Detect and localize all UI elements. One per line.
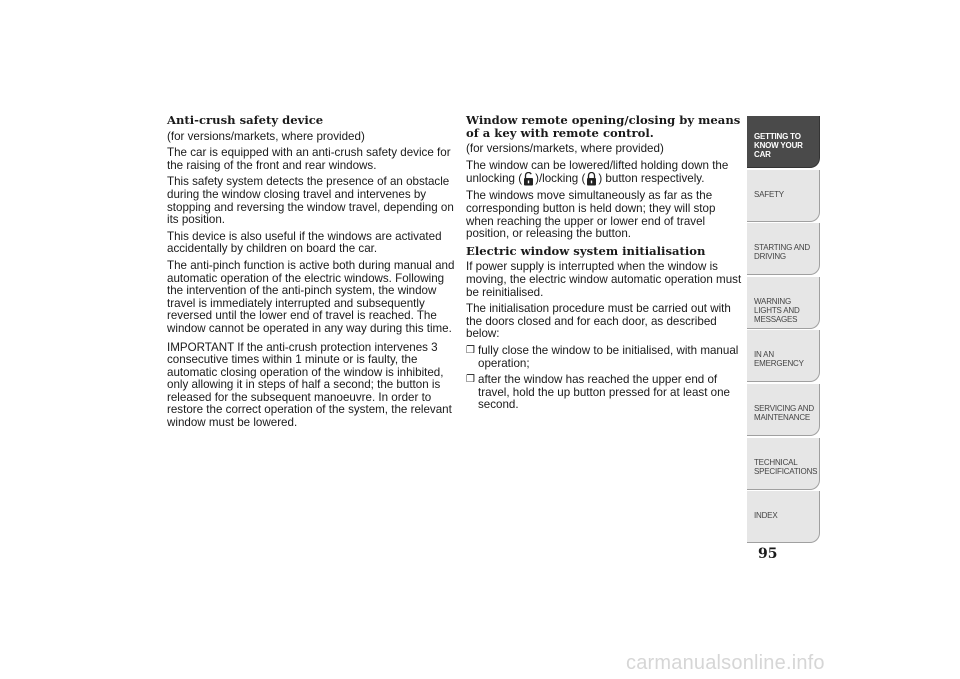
anti-crush-heading: Anti-crush safety device: [167, 113, 324, 127]
tab-in-an-emergency[interactable]: IN AN EMERGENCY: [747, 330, 820, 382]
initialisation-heading: Electric window system initialisation: [466, 243, 706, 258]
paragraph: The initialisation procedure must be carried out with the doors closed and for each door, as described below:: [466, 302, 731, 341]
lock-icon: [586, 172, 597, 186]
paragraph: The windows move simultaneously as far as the corresponding button is held down; they will stop when reaching the upper or lower end of travel position, or releasing the button.: [466, 189, 716, 241]
anti-crush-subheading: (for versions/markets, where provided): [167, 129, 365, 143]
paragraph: This device is also useful if the windows are activated accidentally by children on board the car.: [167, 229, 442, 256]
paragraph: The car is equipped with an anti-crush safety device for the raising of the front and rear windows.: [167, 146, 451, 172]
tab-index[interactable]: INDEX: [747, 491, 820, 543]
tab-warning-lights[interactable]: WARNING LIGHTS AND MESSAGES: [747, 277, 820, 329]
paragraph: If power supply is interrupted when the window is moving, the electric window automatic operation must be reinitialised.: [466, 260, 742, 299]
tab-servicing[interactable]: SERVICING AND MAINTENANCE: [747, 384, 820, 436]
tab-technical-specifications[interactable]: TECHNICAL SPECIFICATIONS: [747, 438, 820, 490]
list-item: ❒ after the window has reached the upper end of travel, hold the up button pressed for at least one second.: [466, 373, 731, 412]
list-item: ❒ fully close the window to be initialised, with manual operation;: [466, 343, 739, 370]
checkbox-bullet-icon: ❒: [466, 344, 475, 356]
unlock-icon: [523, 172, 534, 186]
remote-window-subheading: (for versions/markets, where provided): [466, 142, 664, 156]
paragraph: The anti-pinch function is active both during manual and automatic operation of the electric windows. Following the intervention of the anti-pinch system, the window travel is immediately interrupted and subsequently reversed until the lower end of travel is reached. The window cannot be operated in any way during this time.: [167, 258, 455, 335]
page-number: 95: [758, 546, 778, 562]
tab-safety[interactable]: SAFETY: [747, 170, 820, 222]
left-column: [167, 114, 457, 434]
paragraph: This safety system detects the presence of an obstacle during the window closing travel and intervenes by stopping and reversing the window travel, depending on its position.: [167, 175, 454, 227]
remote-window-heading: Window remote opening/closing by means of a key with remote control.: [466, 113, 741, 140]
checkbox-bullet-icon: ❒: [466, 374, 475, 386]
watermark: carmanualsonline.info: [626, 652, 825, 674]
chapter-tabs: [747, 116, 820, 545]
tab-getting-to-know-your-car[interactable]: GETTING TO KNOW YOUR CAR: [747, 116, 820, 168]
remote-window-paragraph: The window can be lowered/lifted holding down the unlocking ( )/locking ( ) button respectively.: [466, 158, 729, 186]
right-column: [466, 114, 746, 416]
important-note: IMPORTANT If the anti-crush protection intervenes 3 consecutive times within 1 minute or is faulty, the automatic closing operation of the window is inhibited, only allowing it in steps of half a second; the button is released for the subsequent manoeuvre. In order to restore the correct operation of the system, the relevant window must be lowered.: [167, 340, 452, 430]
tab-starting-and-driving[interactable]: STARTING AND DRIVING: [747, 223, 820, 275]
